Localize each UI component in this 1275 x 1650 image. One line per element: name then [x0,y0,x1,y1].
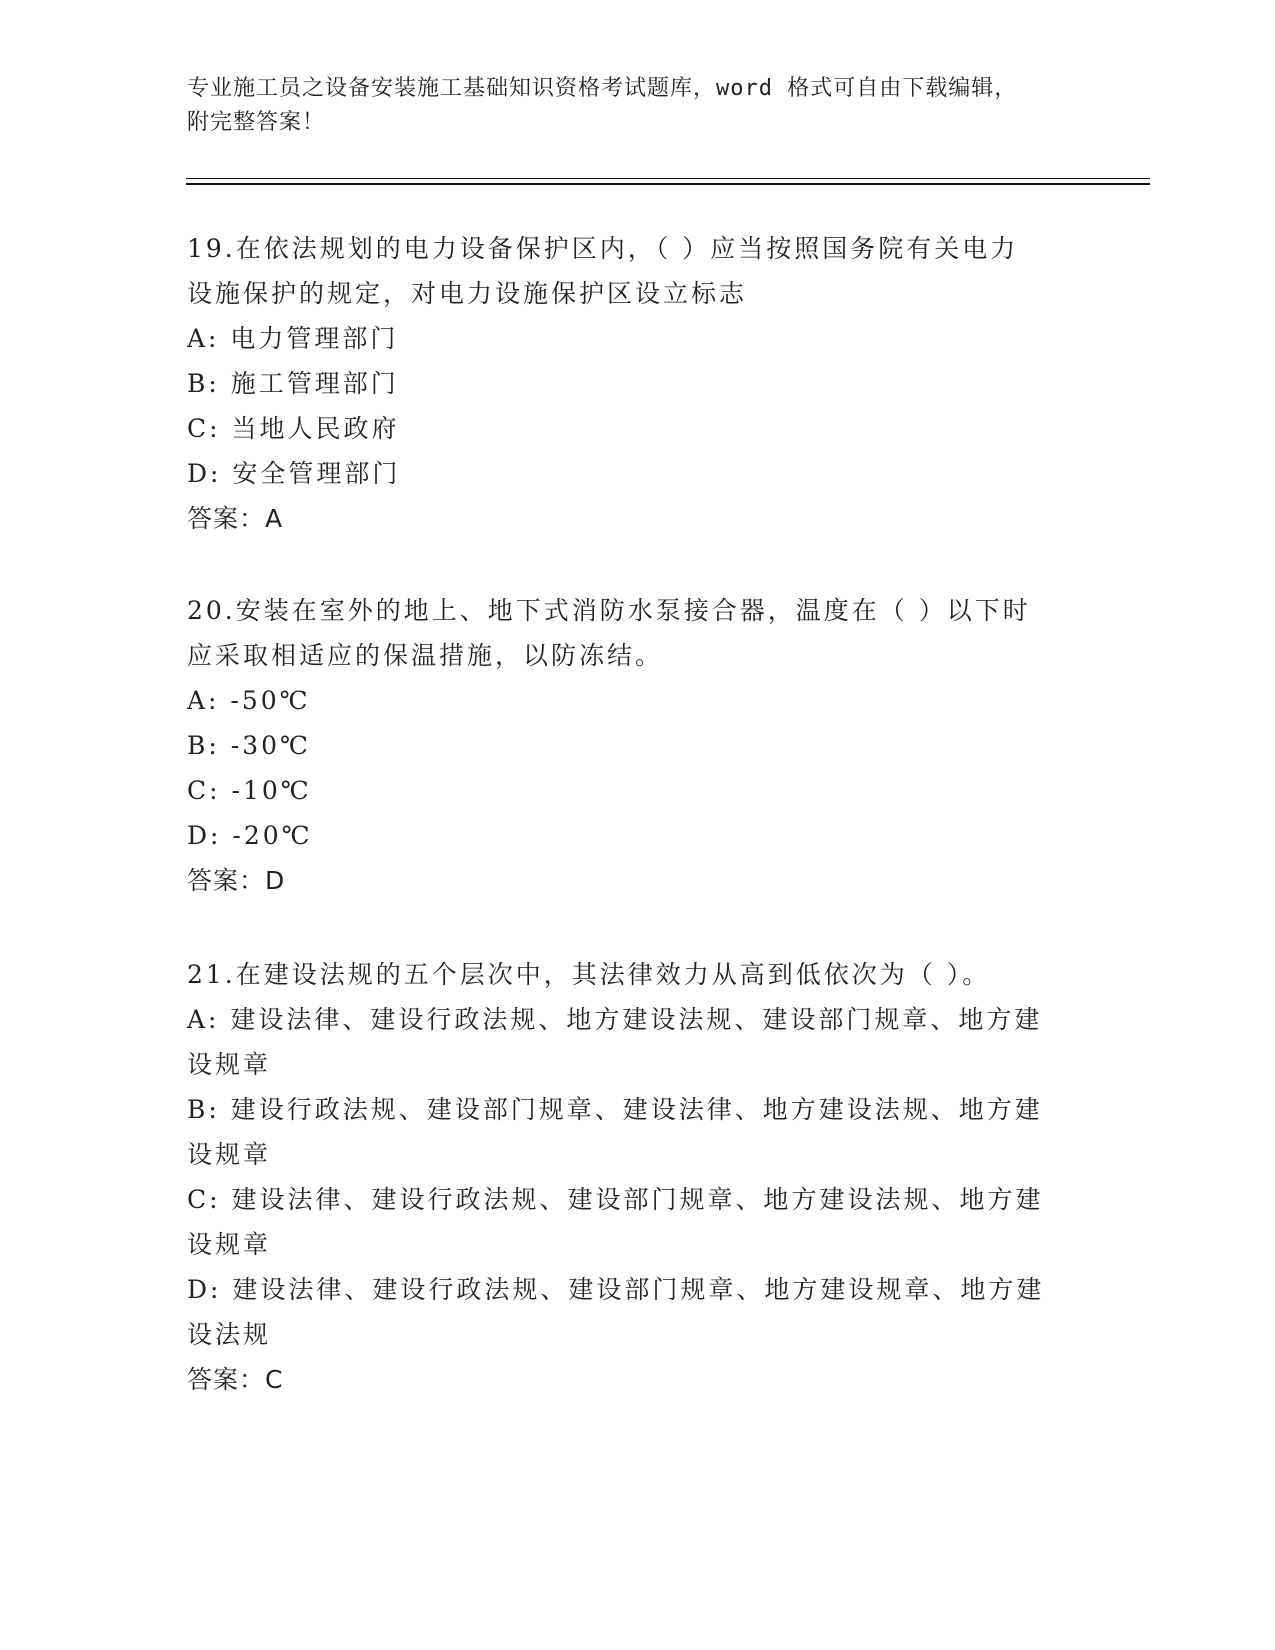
option-a: A: 电力管理部门 [187,324,399,353]
question-stem-line: 19.在依法规划的电力设备保护区内，（ ）应当按照国务院有关电力 [187,234,1019,263]
option-d: D: -20℃ [187,821,313,850]
header-line-1: 专业施工员之设备安装施工基础知识资格考试题库，word 格式可自由下载编辑， [187,76,1018,101]
answer-line [187,1357,1067,1402]
answer-line [187,858,1067,903]
question-20 [187,588,1067,903]
option-c-cont: 设规章 [187,1230,272,1259]
answer-value: C [265,1365,284,1394]
question-21 [187,952,1067,1402]
answer-label: 答案： [187,504,266,533]
option-a: A: 建设法律、建设行政法规、地方建设法规、建设部门规章、地方建 [187,1005,1043,1034]
option-d-cont: 设法规 [187,1320,272,1349]
option-b: B: 建设行政法规、建设部门规章、建设法律、地方建设法规、地方建 [187,1095,1043,1124]
answer-value: D [265,866,286,895]
answer-label: 答案： [187,1365,266,1394]
answer-line [187,496,1067,541]
option-d: D: 建设法律、建设行政法规、建设部门规章、地方建设规章、地方建 [187,1275,1045,1304]
question-stem-line: 设施保护的规定，对电力设施保护区设立标志 [187,279,748,308]
option-c: C: 建设法律、建设行政法规、建设部门规章、地方建设法规、地方建 [187,1185,1044,1214]
header-line-2: 附完整答案！ [187,110,326,135]
header-divider-top [186,178,1150,179]
option-b: B: -30℃ [187,731,311,760]
option-c: C: 当地人民政府 [187,414,400,443]
question-stem-line: 20.安装在室外的地上、地下式消防水泵接合器，温度在（ ）以下时 [187,596,1031,625]
document-header [187,72,1147,140]
option-c: C: -10℃ [187,776,312,805]
option-a-cont: 设规章 [187,1050,272,1079]
option-d: D: 安全管理部门 [187,459,401,488]
header-divider-bottom [186,183,1150,185]
option-a: A: -50℃ [187,686,311,715]
question-19 [187,226,1067,541]
answer-value: A [265,504,284,533]
option-b: B: 施工管理部门 [187,369,399,398]
question-stem-line: 21.在建设法规的五个层次中，其法律效力从高到低依次为（ ）。 [187,960,991,989]
answer-label: 答案： [187,866,266,895]
question-stem-line: 应采取相适应的保温措施，以防冻结。 [187,641,664,670]
option-b-cont: 设规章 [187,1140,272,1169]
